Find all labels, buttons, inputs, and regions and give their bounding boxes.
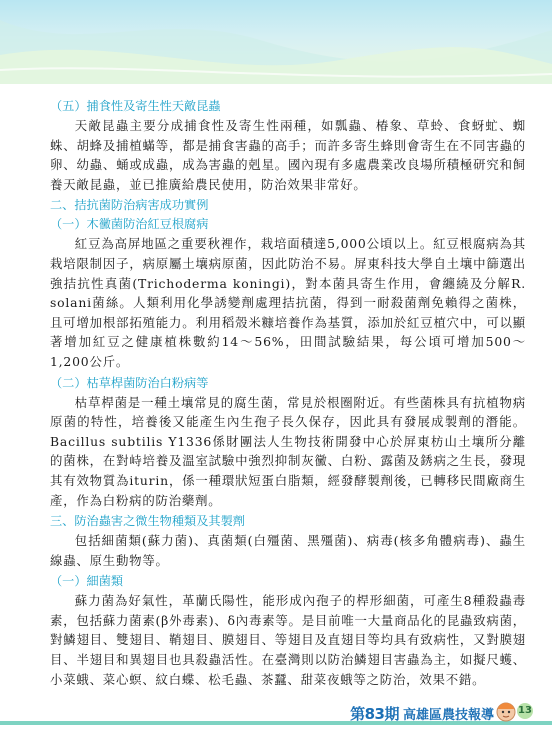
issue-number: 第83期 <box>350 705 399 723</box>
footer-title <box>350 703 494 724</box>
heading-bacillus: （二）枯草桿菌防治白粉病等 <box>50 375 209 390</box>
para-trichoderma: 紅豆為高屏地區之重要秋裡作，栽培面積達5,000公頃以上。紅豆根腐病為其栽培限制因子，病原屬土壤病原菌，因此防治不易。屏東科技大學自土壤中篩選出強拮抗性真菌(Trichoderma koningi)，對本菌具寄生作用，會纏繞及分解R. solani菌絲。人類利用化學誘變劑處理拮抗菌，得到一耐殺菌劑免賴得之菌株，且可增加根部拓殖能力。利用稻殼米糠培養作為基質，添加於紅豆植穴中，可以顯著增加紅豆之健康植株數約14～56%，田間試驗結果，每公頃可增加500～1,200公斤。 <box>50 236 526 369</box>
heading-trichoderma: （一）木黴菌防治紅豆根腐病 <box>50 217 209 232</box>
heading-bacteria: （一）細菌類 <box>50 574 124 589</box>
heading-antagonist-cases: 二、拮抗菌防治病害成功實例 <box>50 198 209 213</box>
para-bacillus: 枯草桿菌是一種土壤常見的腐生菌，常見於根圈附近。有些菌株具有抗植物病原菌的特性，培養後又能產生內生孢子長久保存，因此具有發展成製劑的潛能。Bacillus subtilis Y1336係財團法人生物技術開發中心於屏東枋山土壤所分離的菌株，在對峙培養及溫室試驗中強烈抑制灰黴、白粉、露菌及銹病之生長，發現其有效物質為iturin，係一種環狀短蛋白脂類，經發酵製劑後，已轉移民間廠商生產，作為白粉病的防治藥劑。 <box>50 394 526 508</box>
heading-microbial-insecticides: 三、防治蟲害之微生物種類及其製劑 <box>50 514 245 529</box>
magazine-name: 高雄區農技報導 <box>402 708 494 723</box>
para-microbial-types: 包括細菌類(蘇力菌)、真菌類(白殭菌、黑殭菌)、病毒(核多角體病毒)、蟲生線蟲、原生動物等。 <box>50 533 526 568</box>
heading-natural-enemies: （五）捕食性及寄生性天敵昆蟲 <box>50 99 221 113</box>
header-band <box>0 0 552 84</box>
para-bt: 蘇力菌為好氣性，革蘭氏陽性，能形成內孢子的桿形細菌，可產生8種殺蟲毒素，包括蘇力菌素(β外毒素)、δ內毒素等。是目前唯一大量商品化的昆蟲致病菌，對鱗翅目、雙翅目、鞘翅目、膜翅目、等翅目及直翅目等均具有致病性，又對膜翅目、半翅目和異翅目也具殺蟲活性。在臺灣則以防治鱗翅目害蟲為主，如擬尺蠖、小菜蛾、菜心螟、紋白蝶、松毛蟲、茶蠶、甜菜夜蛾等之防治，效果不錯。 <box>50 593 526 687</box>
para-natural-enemies: 天敵昆蟲主要分成捕食性及寄生性兩種，如瓢蟲、椿象、草蛉、食蚜虻、蜘蛛、胡蜂及捕植蟎等，都是捕食害蟲的高手；而許多寄生蜂則會寄生在不同害蟲的卵、幼蟲、蛹或成蟲，成為害蟲的剋星。國內現有多處農業改良場所積極研究和飼養天敵昆蟲，並已推廣給農民使用，防治效果非常好。 <box>50 118 526 192</box>
mascot-icon <box>494 699 518 723</box>
header-decoration <box>0 0 552 84</box>
article-body <box>50 97 526 691</box>
page-number: 13 <box>517 703 533 719</box>
